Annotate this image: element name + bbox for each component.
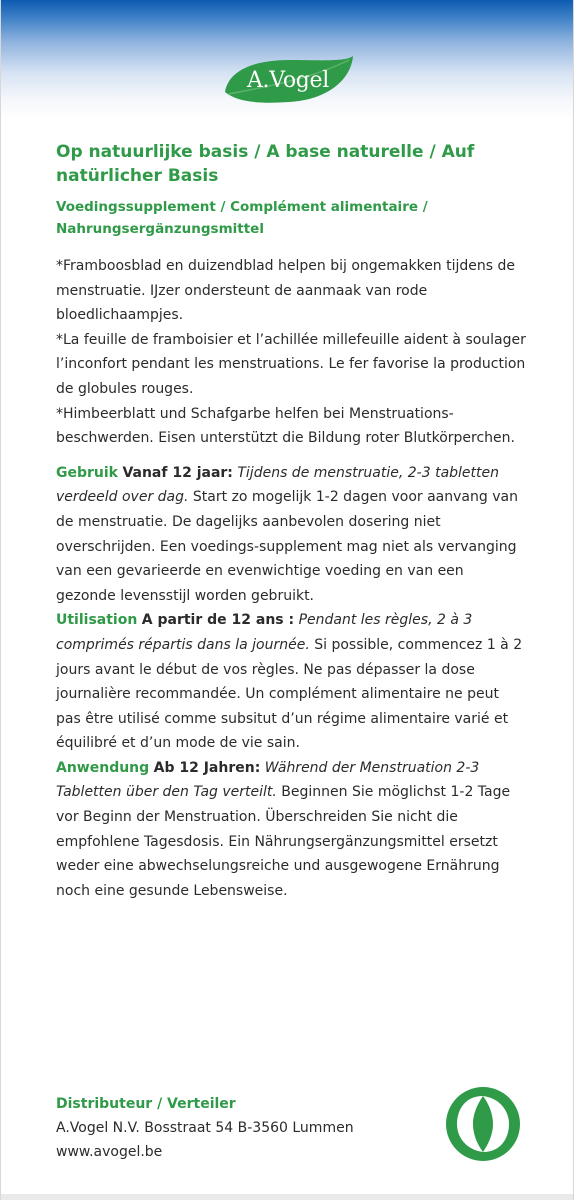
usage-dose: Während der Menstruation 2-3 Tabletten über den Tag verteilt. xyxy=(56,759,480,801)
usage-text: Beginnen Sie möglichst 1-2 Tage vor Beginn der Menstruation. Überschreiden Sie nicht die empfohlene Tagesdosis. Ein Nährungsergänzungsmittel ersetzt weder eine abwechselungsreiche und ausgewogene Ernährung noch eine gesunde Lebensweise. xyxy=(56,784,511,899)
usage-label: Utilisation xyxy=(56,612,138,629)
label-content xyxy=(56,140,526,903)
claims-section xyxy=(56,254,526,451)
usage-de xyxy=(56,756,526,904)
usage-dose: Tijdens de menstruatie, 2-3 tabletten verdeeld over dag. xyxy=(56,464,500,506)
claim-fr: *La feuille de framboisier et l’achillée millefeuille aident à soulager l’inconfort pendant les menstruations. Le fer favorise la production de globules rouges. xyxy=(56,331,526,397)
green-dot-recycle-icon xyxy=(443,1084,523,1164)
usage-dose: Pendant les règles, 2 à 3 comprimés répartis dans la journée. xyxy=(56,612,473,653)
usage-text: Start zo mogelijk 1-2 dagen voor aanvang van de menstruatie. De dagelijks aanbevolen dosering niet overschrijden. Een voedings-supplement mag niet als vervanging van een gevarieerde en evenwichtige voeding en van een gezonde levensstijl worden gebruikt. xyxy=(56,489,518,604)
page-title: Op natuurlijke basis / A base naturelle / Auf natürlicher Basis xyxy=(56,142,475,186)
logo-text: A.Vogel xyxy=(246,67,330,93)
usage-fr xyxy=(56,608,526,756)
avogel-logo xyxy=(219,52,357,108)
bottom-edge xyxy=(1,1194,574,1200)
claim-nl: *Framboosblad en duizendblad helpen bij ongemakken tijdens de menstruatie. IJzer ondersteunt de aanmaak van rode bloedlichaampjes. xyxy=(56,258,516,324)
distributor-website[interactable]: www.avogel.be xyxy=(56,1144,163,1160)
distributor-block xyxy=(56,1092,436,1164)
usage-age: Ab 12 Jahren: xyxy=(153,759,261,776)
usage-label: Anwendung xyxy=(56,759,150,776)
usage-age: Vanaf 12 jaar: xyxy=(122,464,233,481)
distributor-address: A.Vogel N.V. Bosstraat 54 B-3560 Lummen xyxy=(56,1120,354,1136)
usage-label: Gebruik xyxy=(56,464,118,481)
product-type-subtitle: Voedingssupplement / Complément alimentaire / Nahrungsergänzungsmittel xyxy=(56,199,428,237)
usage-age: A partir de 12 ans : xyxy=(141,612,295,629)
distributor-label: Distributeur / Verteiler xyxy=(56,1096,236,1112)
usage-section xyxy=(56,461,526,904)
claim-de: *Himbeerblatt und Schafgarbe helfen bei Menstruations-beschwerden. Eisen unterstützt die Bildung roter Blutkörperchen. xyxy=(56,405,515,447)
usage-nl xyxy=(56,461,526,609)
usage-text: Si possible, commencez 1 à 2 jours avant le début de vos règles. Ne pas dépasser la dose journalière recommandée. Un complément alimentaire ne peut pas être utilisé comme subsitut d’un régime alimentaire varié et équilibré et d’un mode de vie sain. xyxy=(56,636,523,752)
